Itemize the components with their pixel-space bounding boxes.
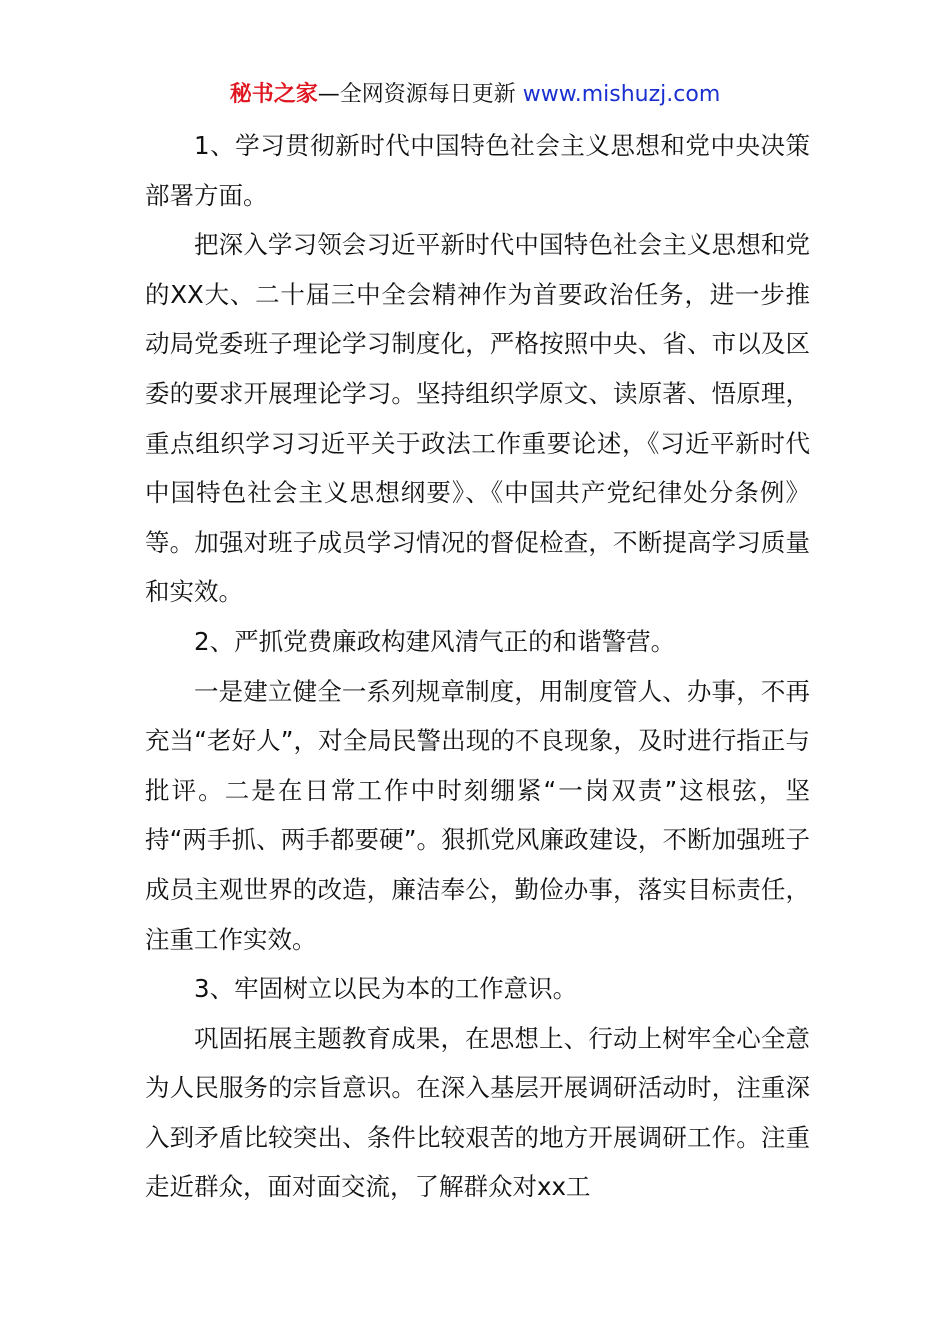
paragraph: 把深入学习领会习近平新时代中国特色社会主义思想和党的XX大、二十届三中全会精神作为首要政治任务，进一步推动局党委班子理论学习制度化，严格按照中央、省、市以及区委的要求开展理论学习。坚持组织学原文、读原著、悟原理，重点组织学习习近平关于政法工作重要论述，《习近平新时代中国特色社会主义思想纲要》、《中国共产党纪律处分条例》等。加强对班子成员学习情况的督促检查，不断提高学习质量和实效。 [145,230,810,607]
paragraph-heading-1: 1、学习贯彻新时代中国特色社会主义思想和党中央决策部署方面。 [145,131,810,210]
paragraph: 一是建立健全一系列规章制度，用制度管人、办事，不再充当“老好人”，对全局民警出现的不良现象，及时进行指正与批评。二是在日常工作中时刻绷紧“一岗双责”这根弦，坚持“两手抓、两手都要硬”。狠抓党风廉政建设，不断加强班子成员主观世界的改造，廉洁奉公，勤俭办事，落实目标责任，注重工作实效。 [145,676,810,954]
document-body [145,121,810,1212]
site-url-link[interactable]: www.mishuzj.com [522,82,721,107]
site-brand: 秘书之家 [229,82,318,107]
paragraph: 巩固拓展主题教育成果，在思想上、行动上树牢全心全意为人民服务的宗旨意识。在深入基层开展调研活动时，注重深入到矛盾比较突出、条件比较艰苦的地方开展调研工作。注重走近群众，面对面交流，了解群众对xx工 [145,1023,810,1202]
paragraph-heading-2: 2、严抓党费廉政构建风清气正的和谐警营。 [194,626,676,656]
paragraph-heading-3: 3、牢固树立以民为本的工作意识。 [194,974,578,1004]
site-tagline: —全网资源每日更新 [317,82,523,107]
page-header [0,78,950,112]
